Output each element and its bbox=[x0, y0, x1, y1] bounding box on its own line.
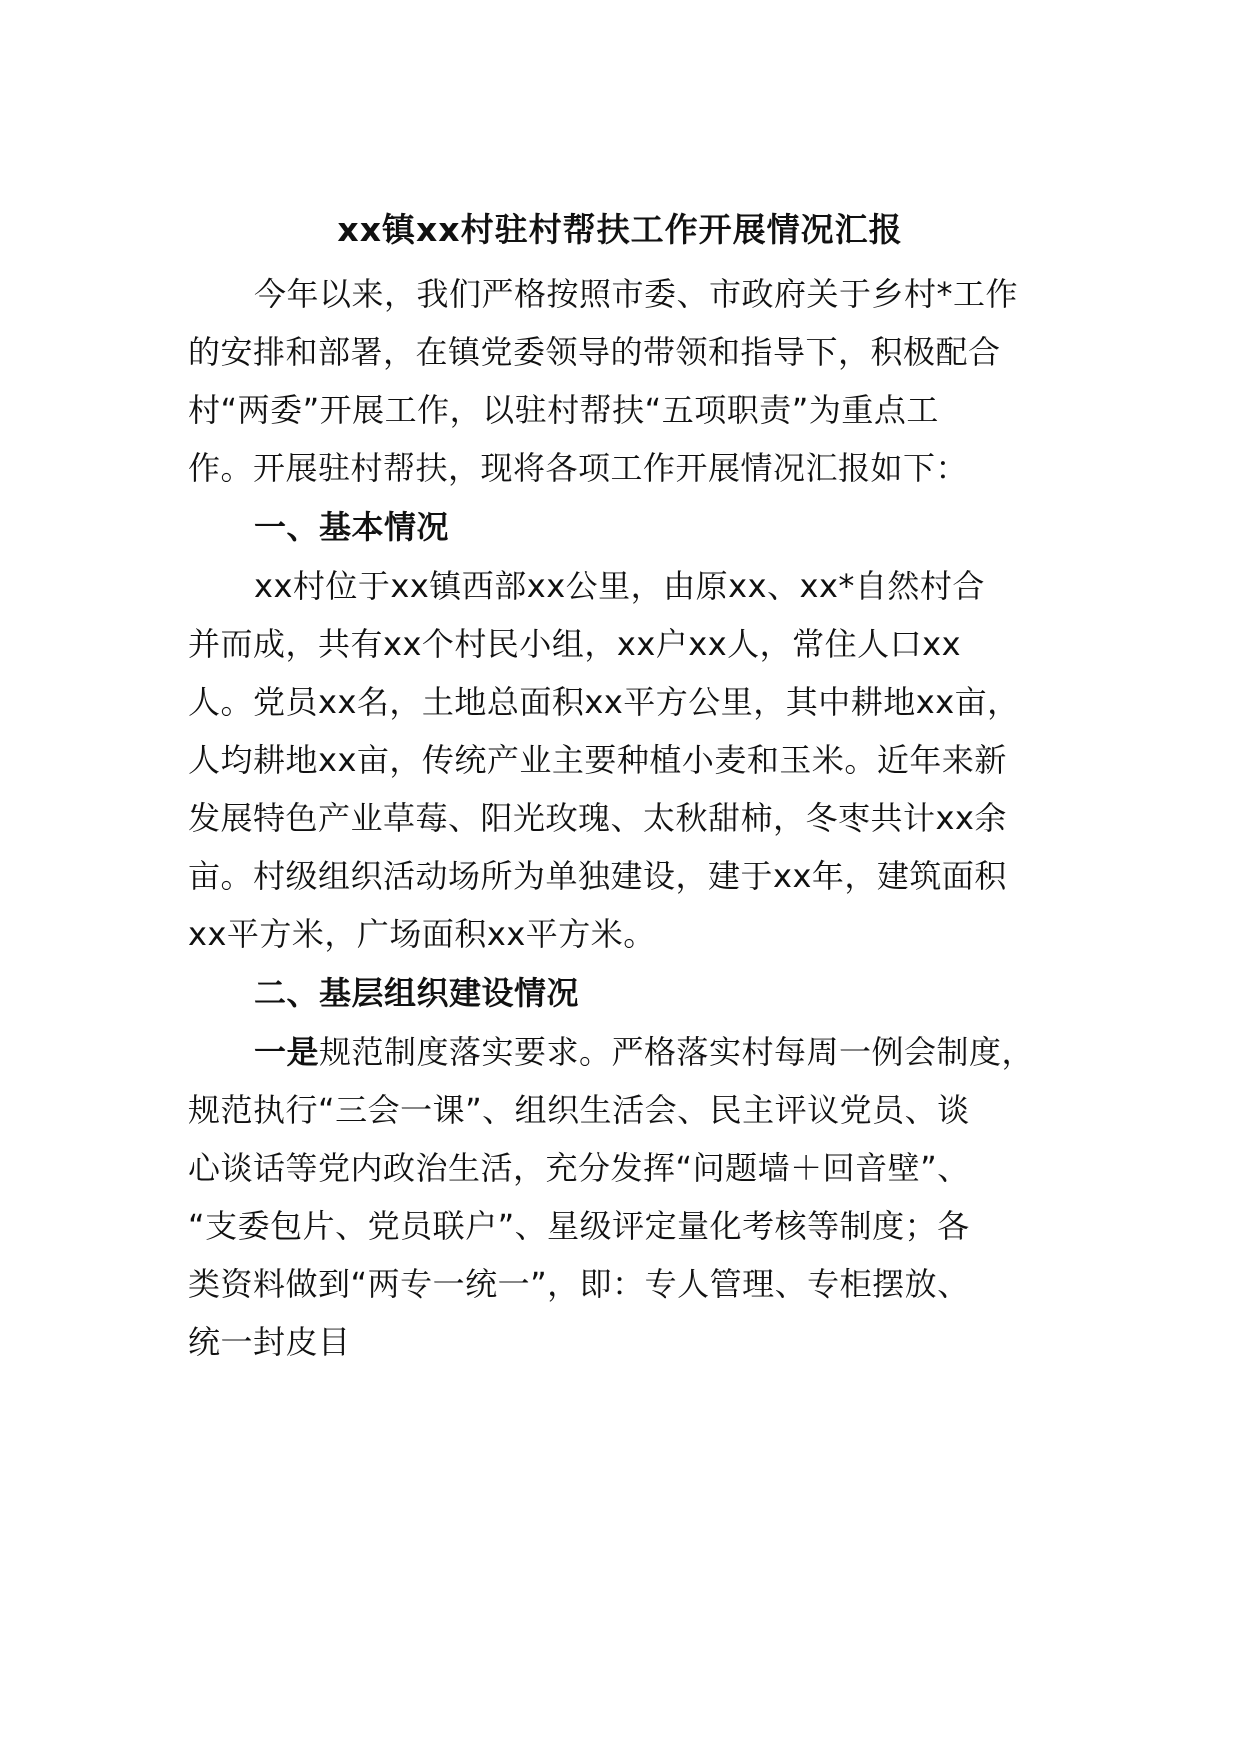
intro-line-1: 今年以来，我们严格按照市委、市政府关于乡村*工作 bbox=[254, 275, 1019, 313]
section-1-line-6: 亩。村级组织活动场所为单独建设，建于xx年，建筑面积 bbox=[188, 857, 1007, 895]
section-2-para-1-line-3: 心谈话等党内政治生活，充分发挥“问题墙＋回音壁”、 bbox=[188, 1149, 970, 1187]
section-1-heading: 一、基本情况 bbox=[254, 508, 450, 546]
section-2-heading: 二、基层组织建设情况 bbox=[254, 974, 580, 1012]
section-2-para-1-line-5: 类资料做到“两专一统一”，即：专人管理、专柜摆放、 bbox=[188, 1265, 970, 1303]
section-2-para-1-lead: 一是 bbox=[254, 1033, 320, 1071]
section-1-line-1: xx村位于xx镇西部xx公里，由原xx、xx*自然村合 bbox=[254, 567, 985, 605]
section-2-para-1-line-1 bbox=[254, 1028, 1034, 1076]
section-2-para-1-line-2: 规范执行“三会一课”、组织生活会、民主评议党员、谈 bbox=[188, 1091, 970, 1129]
section-2-para-1-line-6: 统一封皮目 bbox=[188, 1323, 351, 1361]
section-1-line-2: 并而成，共有xx个村民小组，xx户xx人，常住人口xx bbox=[188, 625, 962, 663]
section-2-para-1-first-rest: 规范制度落实要求。严格落实村每周一例会制度， bbox=[319, 1033, 1035, 1071]
intro-line-2: 的安排和部署，在镇党委领导的带领和指导下，积极配合 bbox=[188, 333, 1001, 371]
intro-line-4: 作。开展驻村帮扶，现将各项工作开展情况汇报如下： bbox=[188, 449, 969, 487]
section-1-line-3: 人。党员xx名，土地总面积xx平方公里，其中耕地xx亩， bbox=[188, 683, 1020, 721]
section-1-line-7: xx平方米，广场面积xx平方米。 bbox=[188, 915, 656, 953]
intro-line-3: 村“两委”开展工作，以驻村帮扶“五项职责”为重点工 bbox=[188, 391, 939, 429]
section-1-line-4: 人均耕地xx亩，传统产业主要种植小麦和玉米。近年来新 bbox=[188, 741, 1007, 779]
section-2-para-1-line-4: “支委包片、党员联户”、星级评定量化考核等制度；各 bbox=[188, 1207, 970, 1245]
document-title: xx镇xx村驻村帮扶工作开展情况汇报 bbox=[337, 210, 903, 249]
section-1-line-5: 发展特色产业草莓、阳光玫瑰、太秋甜柿，冬枣共计xx余 bbox=[188, 799, 1007, 837]
